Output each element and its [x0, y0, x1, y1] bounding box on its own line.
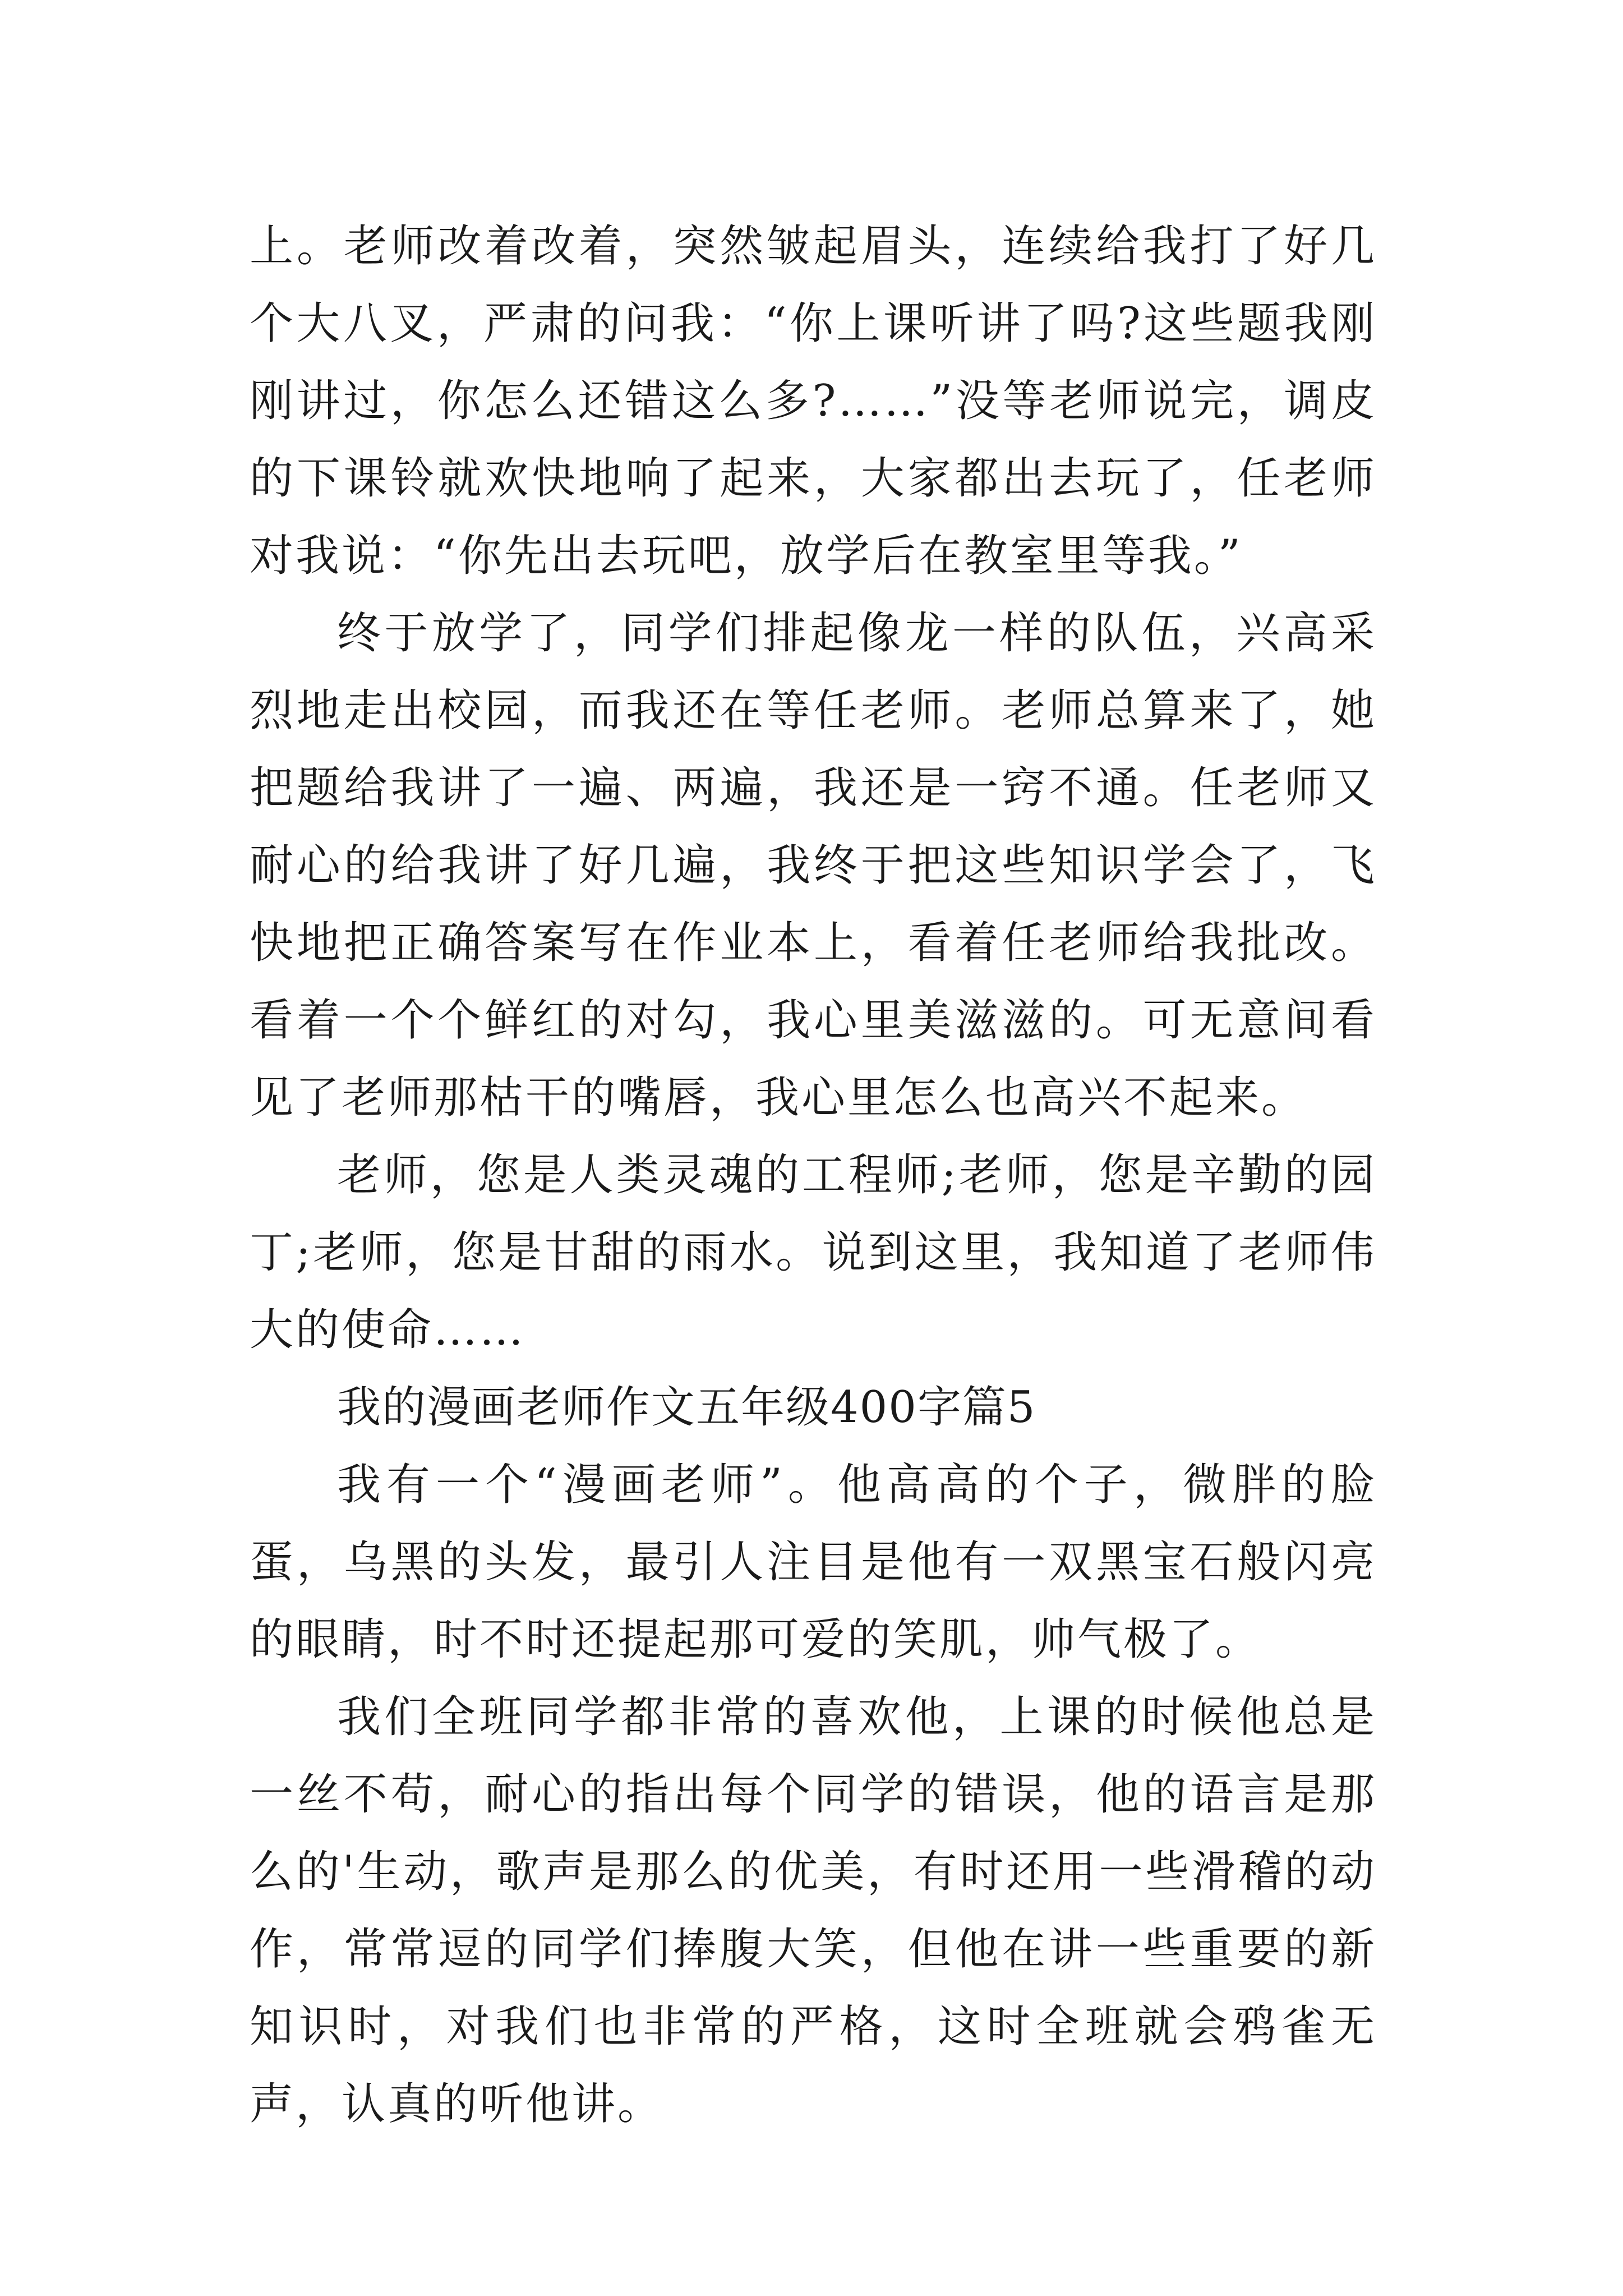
article-body [250, 208, 1377, 2143]
paragraph-1: 上。老师改着改着，突然皱起眉头，连续给我打了好几个大八叉，严肃的问我：“你上课听讲了吗?这些题我刚刚讲过，你怎么还错这么多?……”没等老师说完，调皮的下课铃就欢快地响了起来，大家都出去玩了，任老师对我说：“你先出去玩吧，放学后在教室里等我。” [250, 221, 1377, 581]
paragraph-3: 老师，您是人类灵魂的工程师;老师，您是辛勤的园丁;老师，您是甘甜的雨水。说到这里，我知道了老师伟大的使命…… [250, 1150, 1377, 1355]
paragraph-2: 终于放学了，同学们排起像龙一样的队伍，兴高采烈地走出校园，而我还在等任老师。老师总算来了，她把题给我讲了一遍、两遍，我还是一窍不通。任老师又耐心的给我讲了好几遍，我终于把这些知识学会了，飞快地把正确答案写在作业本上，看着任老师给我批改。看着一个个鲜红的对勾，我心里美滋滋的。可无意间看见了老师那枯干的嘴唇，我心里怎么也高兴不起来。 [250, 608, 1377, 1123]
section-heading: 我的漫画老师作文五年级400字篇5 [337, 1382, 1036, 1433]
paragraph-5: 我们全班同学都非常的喜欢他，上课的时候他总是一丝不苟，耐心的指出每个同学的错误，他的语言是那么的'生动，歌声是那么的优美，有时还用一些滑稽的动作，常常逗的同学们捧腹大笑，但他在讲一些重要的新知识时，对我们也非常的严格，这时全班就会鸦雀无声，认真的听他讲。 [250, 1692, 1377, 2129]
paragraph-4: 我有一个“漫画老师”。他高高的个子，微胖的脸蛋，乌黑的头发，最引人注目是他有一双黑宝石般闪亮的眼睛，时不时还提起那可爱的笑肌，帅气极了。 [250, 1460, 1377, 1665]
